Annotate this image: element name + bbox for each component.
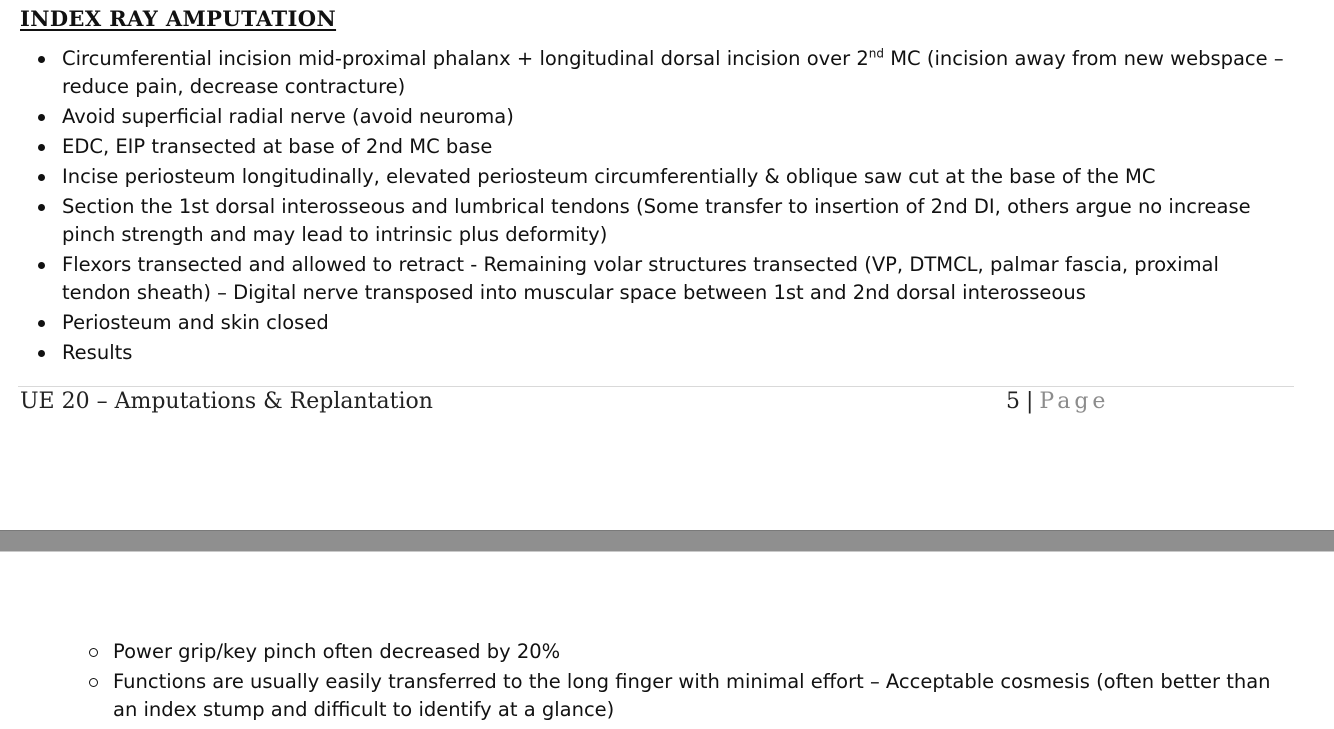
list-item-text: Section the 1st dorsal interosseous and lumbrical tendons (Some transfer to insertion of 2nd DI, others argue no increase pinch strength and may lead to intrinsic plus deformity) <box>62 195 1251 246</box>
bullet-list <box>38 45 1293 369</box>
list-item-text: Results <box>62 341 133 364</box>
page-separator: | <box>1026 389 1034 414</box>
bullet-icon <box>38 350 45 357</box>
list-item <box>38 339 1293 367</box>
list-item <box>88 668 1288 724</box>
list-item <box>38 45 1293 101</box>
page-break-gap <box>0 530 1334 552</box>
section-heading: INDEX RAY AMPUTATION <box>20 6 337 31</box>
bullet-icon <box>38 144 45 151</box>
page-number: 5 <box>1006 389 1020 414</box>
footer-page-indicator <box>1006 388 1109 416</box>
list-item-text: Periosteum and skin closed <box>62 311 329 334</box>
list-item-text <box>62 47 1284 98</box>
list-item-text: Avoid superficial radial nerve (avoid neuroma) <box>62 105 514 128</box>
bullet-icon <box>38 320 45 327</box>
list-item <box>38 309 1293 337</box>
list-item-text: EDC, EIP transected at base of 2nd MC base <box>62 135 493 158</box>
bullet-icon <box>38 204 45 211</box>
list-item-text: Functions are usually easily transferred to the long finger with minimal effort – Acceptable cosmesis (often better than an index stump and difficult to identify at a glance) <box>113 670 1271 721</box>
footer-divider <box>18 386 1294 387</box>
list-item-text: Flexors transected and allowed to retract - Remaining volar structures transected (VP, DTMCL, palmar fascia, proximal tendon sheath) – Digital nerve transposed into muscular space between 1st and 2nd dorsal interosseous <box>62 253 1219 304</box>
footer-title: UE 20 – Amputations & Replantation <box>20 389 433 414</box>
superscript-ordinal: nd <box>868 46 885 61</box>
list-item-text-part: Circumferential incision mid-proximal phalanx + longitudinal dorsal incision over 2 <box>62 47 869 70</box>
list-item-text: Power grip/key pinch often decreased by 20% <box>113 640 561 663</box>
list-item <box>38 103 1293 131</box>
list-item <box>38 251 1293 307</box>
bullet-icon <box>38 114 45 121</box>
hollow-bullet-icon <box>89 678 98 687</box>
list-item <box>38 193 1293 249</box>
list-item-text-part: MC (incision away from new webspace – reduce pain, decrease contracture) <box>62 47 1284 98</box>
bullet-icon <box>38 262 45 269</box>
page-label: Page <box>1039 389 1110 414</box>
list-item-text: Incise periosteum longitudinally, elevated periosteum circumferentially & oblique saw cut at the base of the MC <box>62 165 1156 188</box>
sub-bullet-list <box>88 638 1288 726</box>
list-item <box>38 133 1293 161</box>
list-item <box>88 638 1288 666</box>
bullet-icon <box>38 56 45 63</box>
list-item <box>38 163 1293 191</box>
bullet-icon <box>38 174 45 181</box>
hollow-bullet-icon <box>89 648 98 657</box>
